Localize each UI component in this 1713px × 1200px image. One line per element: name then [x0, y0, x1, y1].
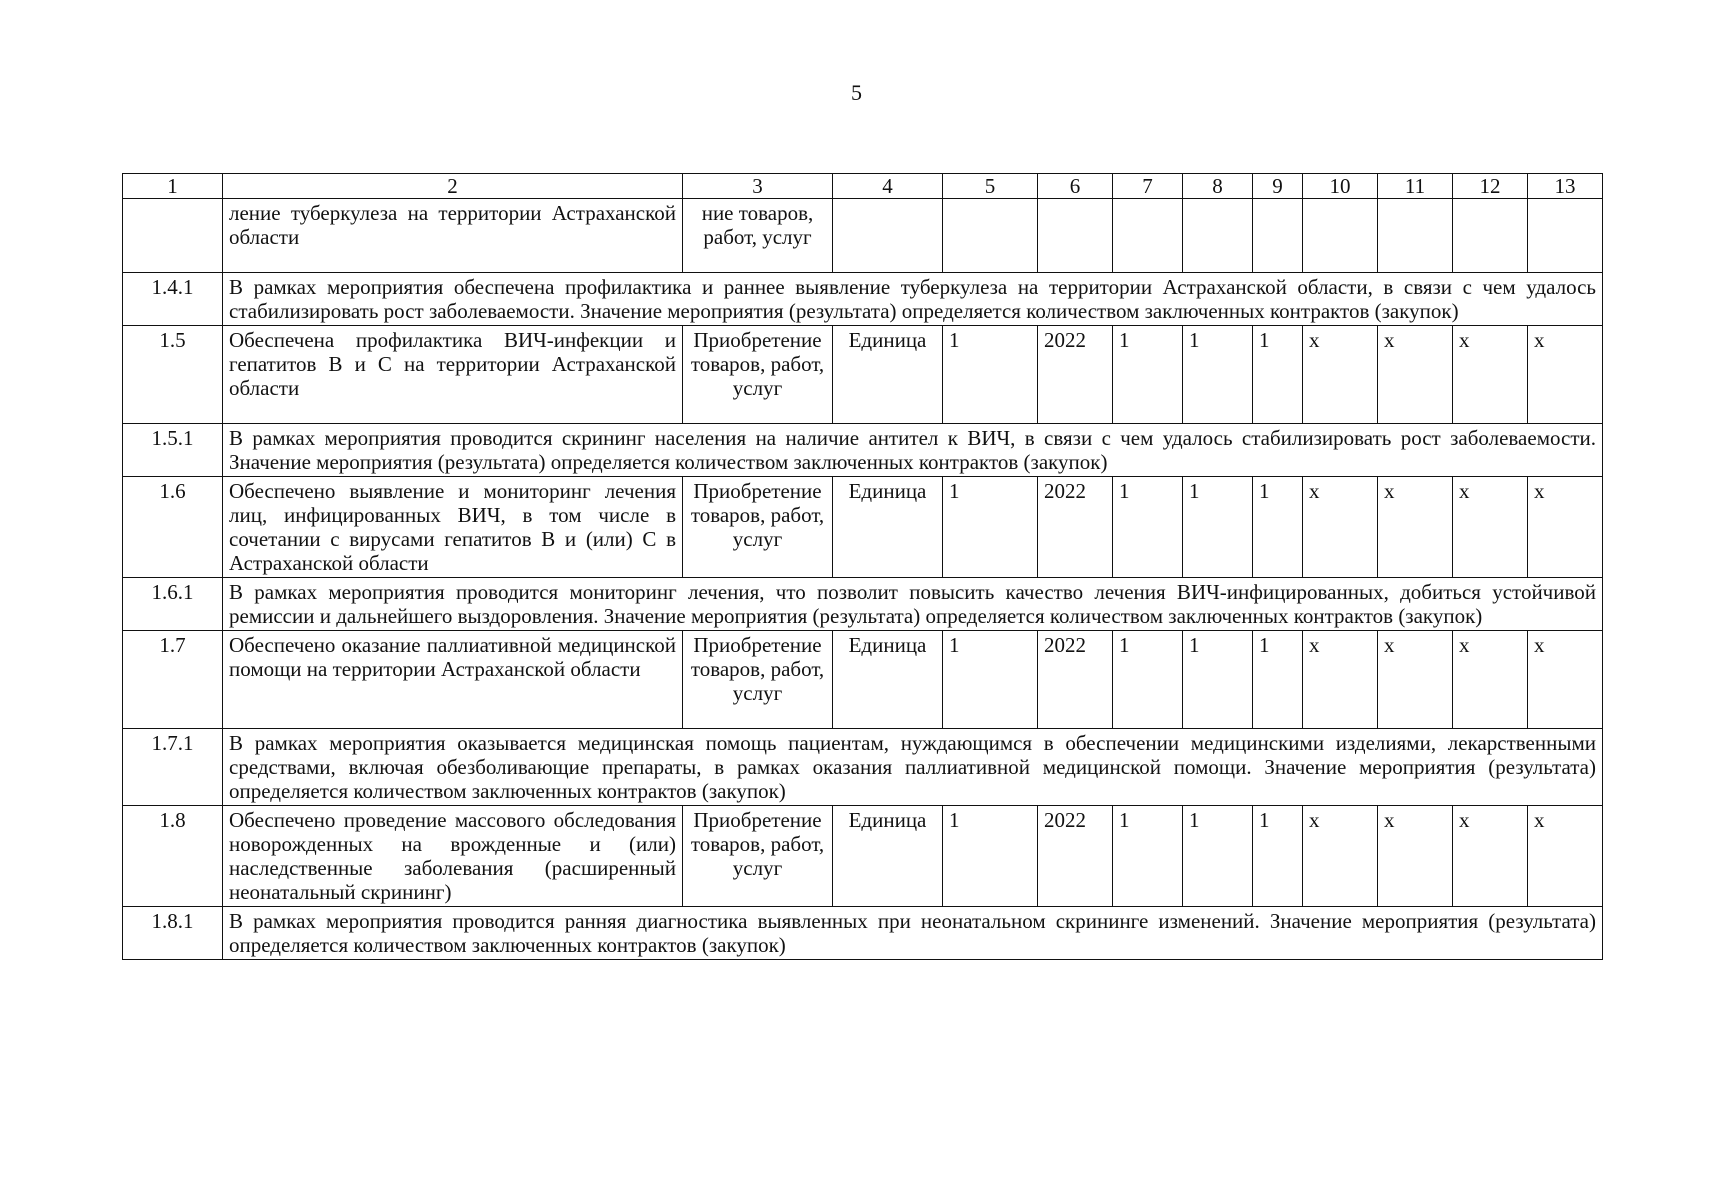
measure-type-cell: Приобретение товаров, работ, услуг — [683, 806, 833, 907]
description-cell: В рамках мероприятия обеспечена профилактика и раннее выявление туберкулеза на территории Астраханской области, в связи с чем удалось стабилизировать рост заболеваемости. Значение мероприятия (результата) определяется количеством заключенных контрактов (закупок) — [223, 273, 1603, 326]
header-cell: 12 — [1453, 174, 1528, 199]
value-cell: 1 — [1113, 326, 1183, 424]
empty-cell — [943, 199, 1038, 273]
measure-name-cell: Обеспечено проведение массового обследования новорожденных на врожденные и (или) наследственные заболевания (расширенный неонатальный скрининг) — [223, 806, 683, 907]
measure-name-cell: ление туберкулеза на территории Астраханской области — [223, 199, 683, 273]
measure-name-cell: Обеспечено оказание паллиативной медицинской помощи на территории Астраханской области — [223, 631, 683, 729]
description-row — [123, 578, 1603, 631]
continuation-row — [123, 199, 1603, 273]
header-cell: 7 — [1113, 174, 1183, 199]
empty-cell — [1378, 199, 1453, 273]
value-cell: 1 — [943, 806, 1038, 907]
value-cell: х — [1453, 477, 1528, 578]
row-number-cell: 1.5.1 — [123, 424, 223, 477]
empty-cell — [1253, 199, 1303, 273]
value-cell: х — [1528, 326, 1603, 424]
row-number-cell: 1.7 — [123, 631, 223, 729]
value-cell: х — [1528, 631, 1603, 729]
empty-cell — [1528, 199, 1603, 273]
empty-cell — [1453, 199, 1528, 273]
value-cell: 1 — [943, 631, 1038, 729]
value-cell: 1 — [1113, 631, 1183, 729]
value-cell: х — [1303, 477, 1378, 578]
header-cell: 8 — [1183, 174, 1253, 199]
measure-type-cell: Приобретение товаров, работ, услуг — [683, 631, 833, 729]
measure-type-cell: ние товаров, работ, услуг — [683, 199, 833, 273]
value-cell: 2022 — [1038, 806, 1113, 907]
measures-table — [122, 173, 1603, 960]
header-cell: 1 — [123, 174, 223, 199]
value-cell: х — [1453, 326, 1528, 424]
empty-cell — [1038, 199, 1113, 273]
header-cell: 9 — [1253, 174, 1303, 199]
value-cell: 1 — [1183, 477, 1253, 578]
description-row — [123, 273, 1603, 326]
value-cell: 1 — [1253, 326, 1303, 424]
value-cell: 1 — [1183, 326, 1253, 424]
header-cell: 5 — [943, 174, 1038, 199]
measure-row — [123, 477, 1603, 578]
header-cell: 13 — [1528, 174, 1603, 199]
row-number-cell: 1.4.1 — [123, 273, 223, 326]
value-cell: 1 — [943, 477, 1038, 578]
row-number-cell: 1.6 — [123, 477, 223, 578]
value-cell: х — [1453, 631, 1528, 729]
header-cell: 3 — [683, 174, 833, 199]
value-cell: 1 — [1183, 631, 1253, 729]
row-number-cell: 1.8.1 — [123, 907, 223, 960]
value-cell: х — [1378, 806, 1453, 907]
value-cell: 1 — [1253, 631, 1303, 729]
description-cell: В рамках мероприятия проводится ранняя диагностика выявленных при неонатальном скрининге изменений. Значение мероприятия (результата) определяется количеством заключенных контрактов (закупок) — [223, 907, 1603, 960]
row-number-cell: 1.7.1 — [123, 729, 223, 806]
value-cell: х — [1378, 477, 1453, 578]
value-cell: 1 — [1113, 806, 1183, 907]
description-cell: В рамках мероприятия оказывается медицинская помощь пациентам, нуждающимся в обеспечении медицинскими изделиями, лекарственными средствами, включая обезболивающие препараты, в рамках оказания паллиативной медицинской помощи. Значение мероприятия (результата) определяется количеством заключенных контрактов (закупок) — [223, 729, 1603, 806]
row-number-cell: 1.8 — [123, 806, 223, 907]
unit-cell: Единица — [833, 806, 943, 907]
description-row — [123, 729, 1603, 806]
value-cell: 2022 — [1038, 477, 1113, 578]
header-cell: 6 — [1038, 174, 1113, 199]
header-row — [123, 174, 1603, 199]
unit-cell: Единица — [833, 631, 943, 729]
value-cell: 1 — [1253, 477, 1303, 578]
description-row — [123, 424, 1603, 477]
value-cell: х — [1303, 631, 1378, 729]
value-cell: х — [1528, 477, 1603, 578]
empty-cell — [1303, 199, 1378, 273]
value-cell: 2022 — [1038, 631, 1113, 729]
value-cell: х — [1303, 326, 1378, 424]
measure-row — [123, 326, 1603, 424]
value-cell: х — [1528, 806, 1603, 907]
row-number-cell — [123, 199, 223, 273]
value-cell: х — [1378, 631, 1453, 729]
measure-row — [123, 806, 1603, 907]
header-cell: 10 — [1303, 174, 1378, 199]
header-cell: 2 — [223, 174, 683, 199]
value-cell: 1 — [1253, 806, 1303, 907]
unit-cell: Единица — [833, 326, 943, 424]
description-row — [123, 907, 1603, 960]
measure-row — [123, 631, 1603, 729]
row-number-cell: 1.6.1 — [123, 578, 223, 631]
empty-cell — [833, 199, 943, 273]
description-cell: В рамках мероприятия проводится мониторинг лечения, что позволит повысить качество лечения ВИЧ-инфицированных, добиться устойчивой ремиссии и дальнейшего выздоровления. Значение мероприятия (результата) определяется количеством заключенных контрактов (закупок) — [223, 578, 1603, 631]
measure-name-cell: Обеспечено выявление и мониторинг лечения лиц, инфицированных ВИЧ, в том числе в сочетании с вирусами гепатитов В и (или) С в Астраханской области — [223, 477, 683, 578]
description-cell: В рамках мероприятия проводится скрининг населения на наличие антител к ВИЧ, в связи с чем удалось стабилизировать рост заболеваемости. Значение мероприятия (результата) определяется количеством заключенных контрактов (закупок) — [223, 424, 1603, 477]
unit-cell: Единица — [833, 477, 943, 578]
value-cell: х — [1303, 806, 1378, 907]
measure-name-cell: Обеспечена профилактика ВИЧ-инфекции и гепатитов В и С на территории Астраханской области — [223, 326, 683, 424]
measure-type-cell: Приобретение товаров, работ, услуг — [683, 477, 833, 578]
row-number-cell: 1.5 — [123, 326, 223, 424]
empty-cell — [1183, 199, 1253, 273]
value-cell: х — [1453, 806, 1528, 907]
value-cell: 2022 — [1038, 326, 1113, 424]
header-cell: 11 — [1378, 174, 1453, 199]
measure-type-cell: Приобретение товаров, работ, услуг — [683, 326, 833, 424]
page-number: 5 — [851, 80, 862, 105]
value-cell: 1 — [1183, 806, 1253, 907]
value-cell: 1 — [1113, 477, 1183, 578]
value-cell: 1 — [943, 326, 1038, 424]
empty-cell — [1113, 199, 1183, 273]
header-cell: 4 — [833, 174, 943, 199]
value-cell: х — [1378, 326, 1453, 424]
